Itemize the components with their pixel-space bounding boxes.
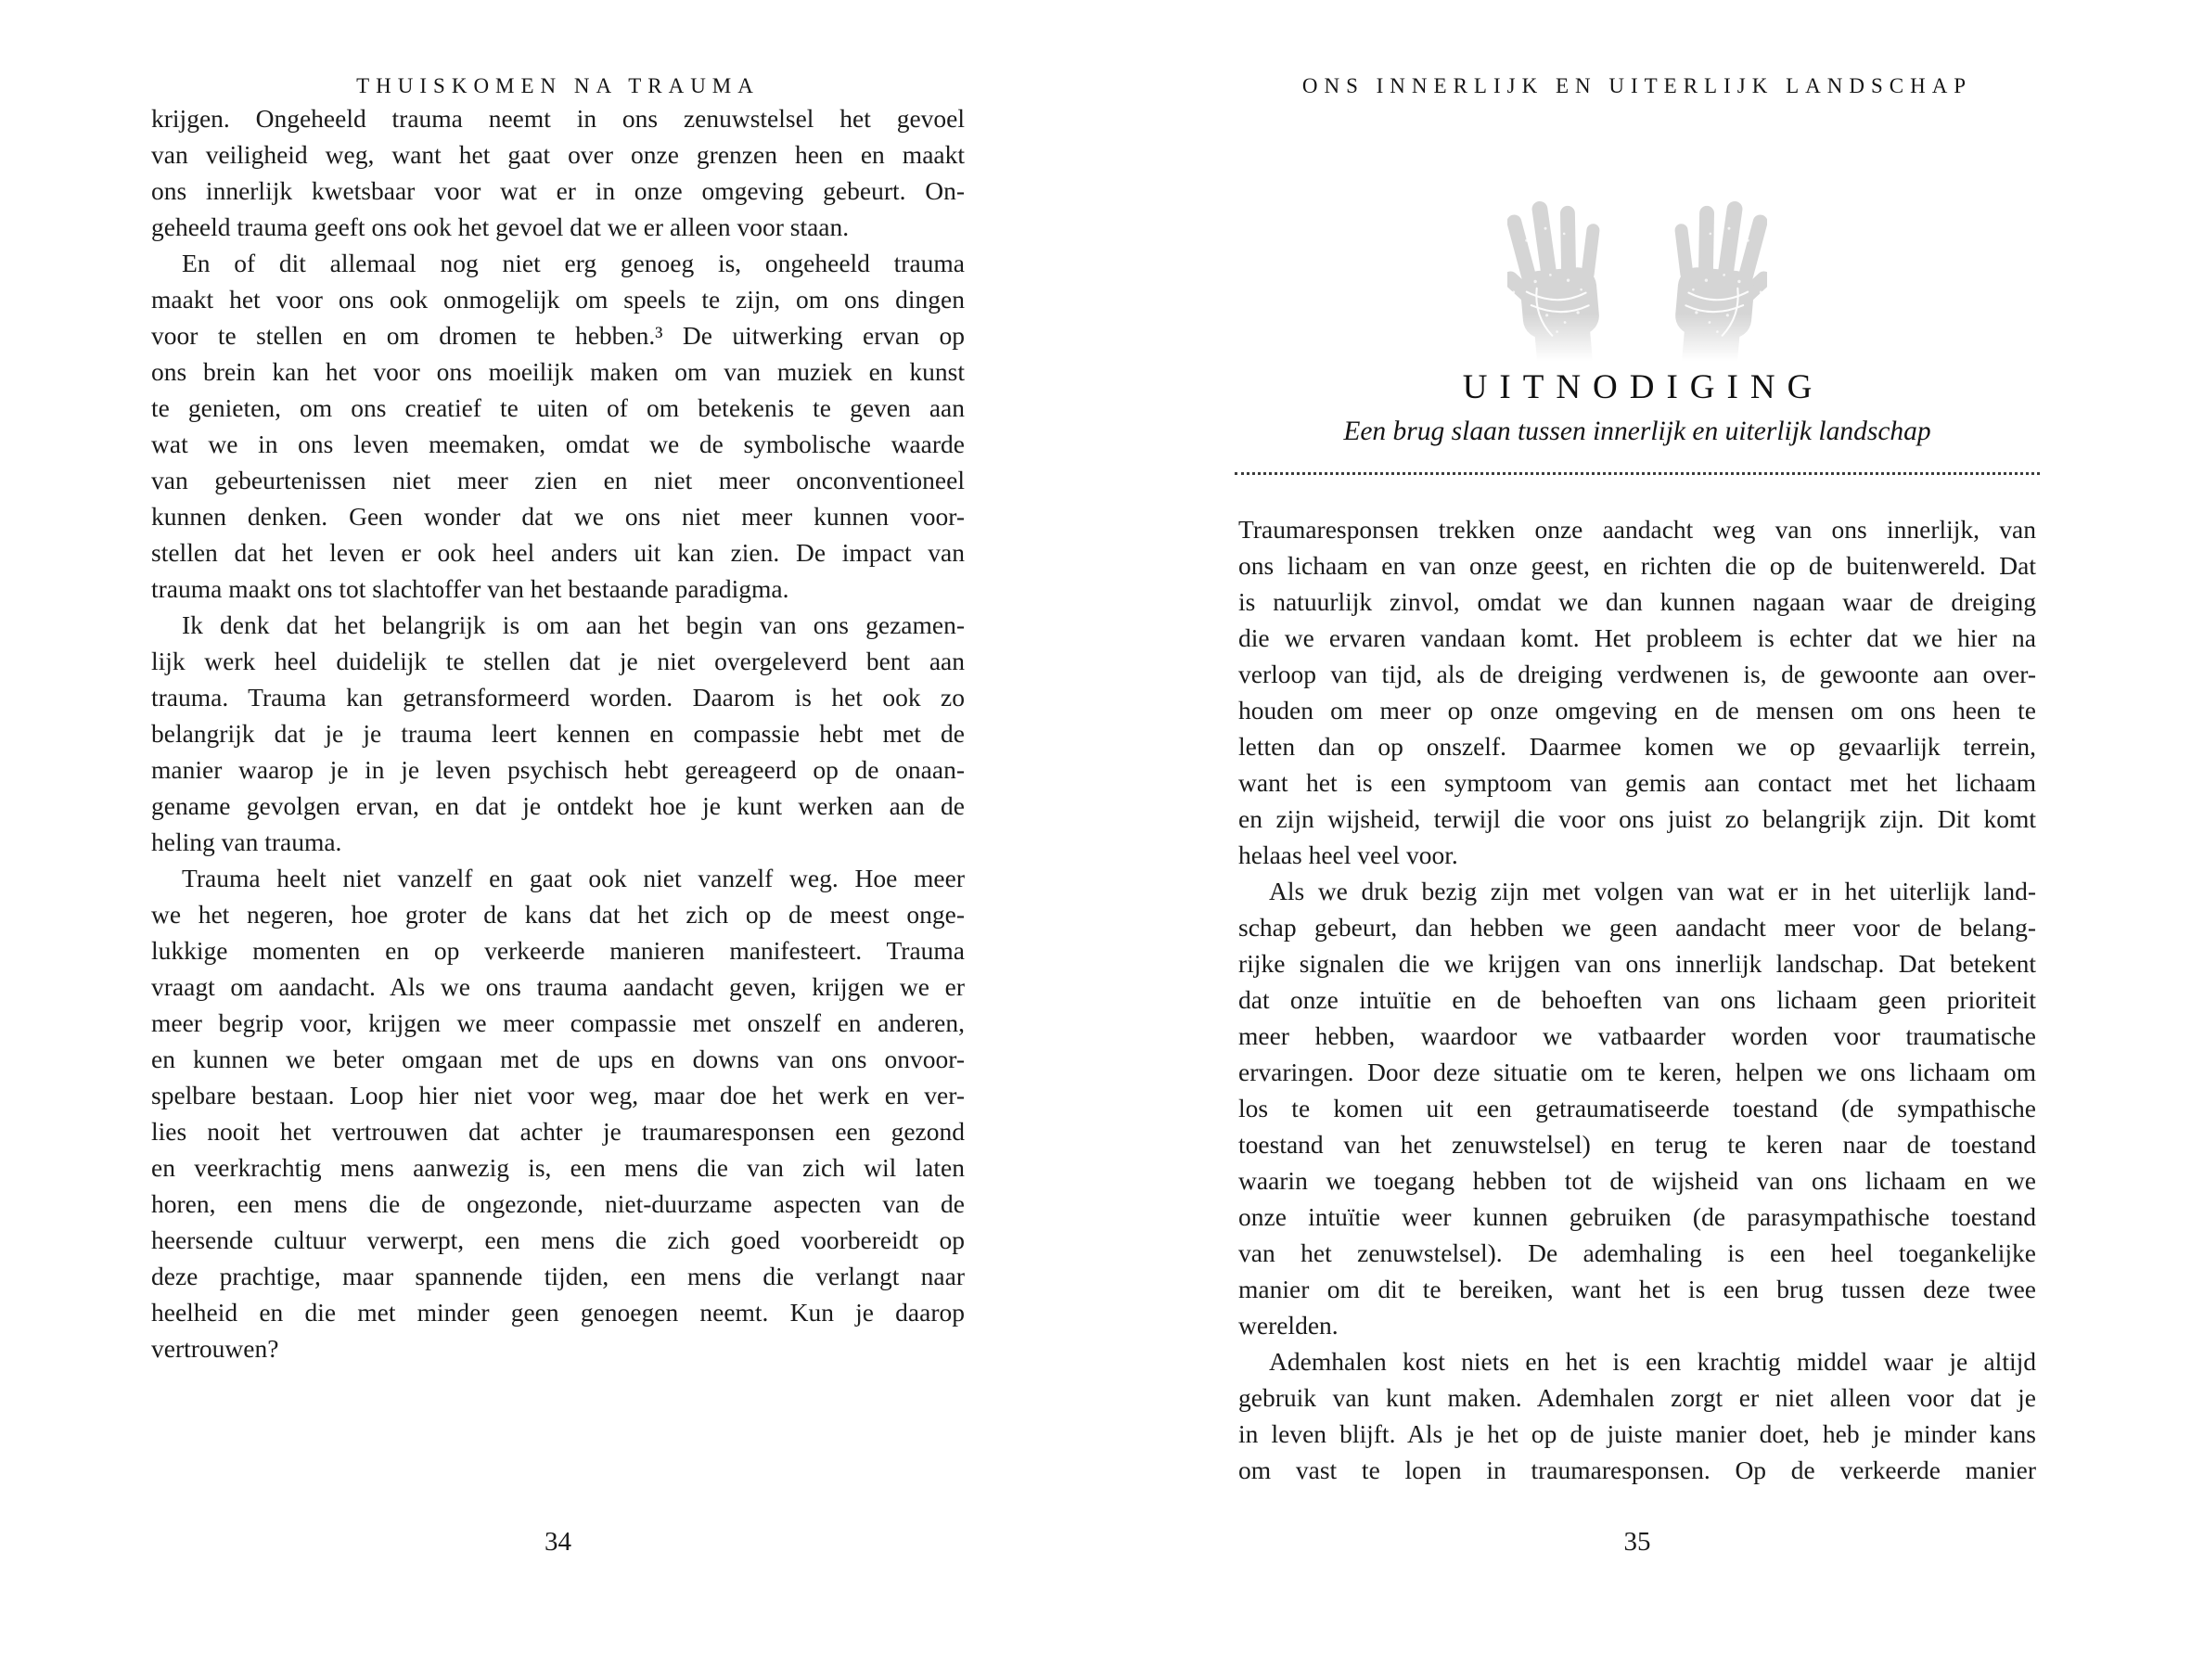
- text-line: trauma. Trauma kan getransformeerd worden. Daarom is het ook zo: [151, 683, 965, 712]
- text-line: heelheid en die met minder geen genoegen neemt. Kun je daarop: [151, 1298, 965, 1327]
- text-line: van gebeurtenissen niet meer zien en niet meer onconventioneel: [151, 466, 965, 494]
- text-line: dat onze intuïtie en de behoeften van ons lichaam geen prioriteit: [1238, 985, 2036, 1014]
- page-number-left: 34: [545, 1527, 571, 1557]
- text-line: Traumaresponsen trekken onze aandacht weg van ons innerlijk, van: [1238, 515, 2036, 544]
- text-line: gebruik van kunt maken. Ademhalen zorgt er niet alleen voor dat je: [1238, 1383, 2036, 1412]
- text-line: ons brein kan het voor ons moeilijk maken om van muziek en kunst: [151, 357, 965, 386]
- text-line: meer begrip voor, krijgen we meer compassie met onszelf en anderen,: [151, 1008, 965, 1037]
- text-line: letten dan op onszelf. Daarmee komen we op gevaarlijk terrein,: [1238, 732, 2036, 761]
- chapter-subtitle: Een brug slaan tussen innerlijk en uiterlijk landschap: [1343, 417, 1931, 446]
- text-line: en kunnen we beter omgaan met de ups en downs van ons onvoor-: [151, 1045, 965, 1073]
- running-head-left: THUISKOMEN NA TRAUMA: [356, 74, 760, 97]
- text-line: ervaringen. Door deze situatie om te keren, helpen we ons lichaam om: [1238, 1058, 2036, 1086]
- text-line: meer hebben, waardoor we vatbaarder worden voor traumatische: [1238, 1021, 2036, 1050]
- text-line: ons lichaam en van onze geest, en richten die op de buitenwereld. Dat: [1238, 551, 2036, 580]
- text-line: rijke signalen die we krijgen van ons innerlijk landschap. Dat betekent: [1238, 949, 2036, 978]
- text-line: Ademhalen kost niets en het is een krachtig middel waar je altijd: [1269, 1347, 2036, 1376]
- text-line: vertrouwen?: [151, 1334, 279, 1363]
- text-line: van het zenuwstelsel). De ademhaling is een heel toegankelijke: [1238, 1238, 2036, 1267]
- text-line: vraagt om aandacht. Als we ons trauma aandacht geven, krijgen we er: [151, 972, 965, 1001]
- text-line: ons innerlijk kwetsbaar voor wat er in onze omgeving gebeurt. On-: [151, 176, 965, 205]
- page-number-right: 35: [1623, 1527, 1651, 1557]
- text-line: want het is een symptoom van gemis aan contact met het lichaam: [1238, 768, 2036, 797]
- text-line: lies nooit het vertrouwen dat achter je traumaresponsen een gezond: [151, 1117, 965, 1146]
- left-page-body: [151, 100, 965, 1366]
- text-line: om vast te lopen in traumaresponsen. Op de verkeerde manier: [1238, 1456, 2036, 1484]
- text-line: spelbare bestaan. Loop hier niet voor weg, maar doe het werk en ver-: [151, 1081, 965, 1109]
- text-line: wat we in ons leven meemaken, omdat we de symbolische waarde: [151, 430, 965, 458]
- text-line: en zijn wijsheid, terwijl die voor ons juist zo belangrijk zijn. Dit komt: [1238, 804, 2036, 833]
- text-line: manier waarop je in je leven psychisch hebt gereageerd op de onaan-: [151, 755, 965, 784]
- text-line: horen, een mens die de ongezonde, niet-duurzame aspecten van de: [151, 1189, 965, 1218]
- text-line: helaas heel veel voor.: [1238, 840, 1458, 869]
- running-head-right: ONS INNERLIJK EN UITERLIJK LANDSCHAP: [1301, 74, 1973, 97]
- text-line: we het negeren, hoe groter de kans dat het zich op de meest onge-: [151, 900, 965, 929]
- illustration-fade: [1507, 314, 1767, 367]
- text-line: lukkige momenten en op verkeerde manieren manifesteert. Trauma: [151, 936, 965, 965]
- text-line: Ik denk dat het belangrijk is om aan het begin van ons gezamen-: [182, 610, 965, 639]
- text-line: heling van trauma.: [151, 827, 342, 856]
- text-line: maakt het voor ons ook onmogelijk om speels te zijn, om ons dingen: [151, 285, 965, 314]
- text-line: heersende cultuur verwerpt, een mens die zich goed voorbereidt op: [151, 1225, 965, 1254]
- text-line: verloop van tijd, als de dreiging verdwenen is, de gewoonte aan over-: [1238, 660, 2036, 688]
- text-line: krijgen. Ongeheeld trauma neemt in ons zenuwstelsel het gevoel: [151, 104, 965, 133]
- dotted-rule: [1235, 459, 2040, 475]
- left-page: [151, 0, 965, 1680]
- text-line: houden om meer op onze omgeving en de mensen om ons heen te: [1238, 696, 2036, 725]
- text-line: die we ervaren vandaan komt. Het probleem is echter dat we hier na: [1238, 623, 2036, 652]
- right-page: [1238, 0, 2036, 1680]
- text-line: En of dit allemaal nog niet erg genoeg is, ongeheeld trauma: [182, 249, 965, 277]
- text-line: los te komen uit een getraumatiseerde toestand (de sympathische: [1238, 1094, 2036, 1122]
- text-line: onze intuïtie weer kunnen gebruiken (de parasympathische toestand: [1238, 1202, 2036, 1231]
- text-line: en veerkrachtig mens aanwezig is, een mens die van zich wil laten: [151, 1153, 965, 1182]
- chapter-title: UITNODIGING: [1462, 368, 1825, 406]
- text-line: geheeld trauma geeft ons ook het gevoel dat we er alleen voor staan.: [151, 212, 850, 241]
- text-line: is natuurlijk zinvol, omdat we dan kunnen nagaan waar de dreiging: [1238, 587, 2036, 616]
- text-line: trauma maakt ons tot slachtoffer van het bestaande paradigma.: [151, 574, 789, 603]
- text-line: manier om dit te bereiken, want het is een brug tussen deze twee: [1238, 1275, 2036, 1303]
- text-line: Trauma heelt niet vanzelf en gaat ook niet vanzelf weg. Hoe meer: [182, 864, 965, 892]
- text-line: lijk werk heel duidelijk te stellen dat je niet overgeleverd bent aan: [151, 647, 965, 675]
- text-line: Als we druk bezig zijn met volgen van wat er in het uiterlijk land-: [1269, 877, 2036, 905]
- text-line: deze prachtige, maar spannende tijden, een mens die verlangt naar: [151, 1262, 965, 1290]
- text-line: belangrijk dat je je trauma leert kennen en compassie hebt met de: [151, 719, 965, 748]
- text-line: van veiligheid weg, want het gaat over onze grenzen heen en maakt: [151, 140, 965, 169]
- text-line: toestand van het zenuwstelsel) en terug te keren naar de toestand: [1238, 1130, 2036, 1159]
- text-line: stellen dat het leven er ook heel anders uit kan zien. De impact van: [151, 538, 965, 567]
- text-line: schap gebeurt, dan hebben we geen aandacht meer voor de belang-: [1238, 913, 2036, 942]
- text-line: te genieten, om ons creatief te uiten of om betekenis te geven aan: [151, 393, 965, 422]
- text-line: werelden.: [1238, 1311, 1339, 1340]
- text-line: in leven blijft. Als je het op de juiste manier doet, heb je minder kans: [1238, 1419, 2036, 1448]
- open-hands-illustration: [1507, 182, 1767, 367]
- text-line: waarin we toegang hebben tot de wijsheid van ons lichaam en we: [1238, 1166, 2036, 1195]
- right-page-body: [1238, 511, 2036, 1488]
- text-line: voor te stellen en om dromen te hebben.³ De uitwerking ervan op: [151, 321, 965, 350]
- text-line: kunnen denken. Geen wonder dat we ons niet meer kunnen voor-: [151, 502, 965, 531]
- text-line: gename gevolgen ervan, en dat je ontdekt hoe je kunt werken aan de: [151, 791, 965, 820]
